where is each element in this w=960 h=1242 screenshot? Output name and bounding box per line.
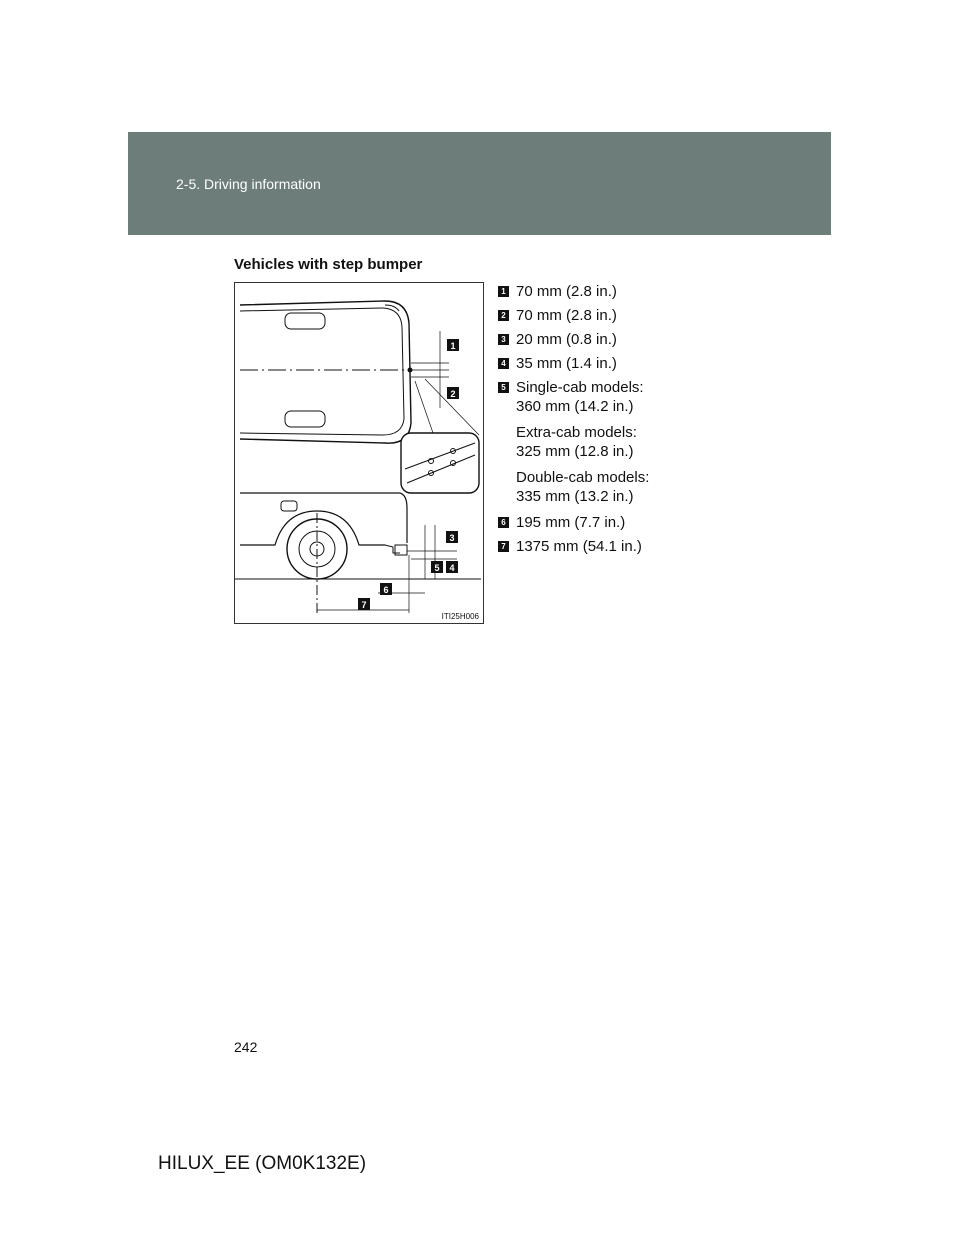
spec-line: Extra-cab models: [516, 424, 637, 441]
spec-line: 325 mm (12.8 in.) [516, 443, 634, 460]
callout-6: 6 [383, 585, 389, 595]
spec-item-4 [498, 354, 718, 373]
spec-line: Single-cab models: [516, 379, 644, 396]
spec-marker-6: 6 [498, 517, 509, 528]
spec-line: 195 mm (7.7 in.) [516, 514, 626, 531]
callout-7: 7 [361, 600, 367, 610]
spec-line: Double-cab models: [516, 469, 650, 486]
spec-marker-1: 1 [498, 286, 509, 297]
subheading: Vehicles with step bumper [234, 256, 423, 273]
spec-marker-2: 2 [498, 310, 509, 321]
spec-marker-7: 7 [498, 541, 509, 552]
callout-5: 5 [434, 563, 440, 573]
spec-line: 70 mm (2.8 in.) [516, 307, 617, 324]
spec-list [498, 282, 718, 561]
figure-code: ITI25H006 [441, 612, 479, 621]
spec-line: 335 mm (13.2 in.) [516, 488, 634, 505]
page-number: 242 [234, 1039, 258, 1055]
callout-2: 2 [450, 389, 456, 399]
spec-line: 20 mm (0.8 in.) [516, 331, 617, 348]
illustration-figure [234, 282, 484, 624]
callout-4: 4 [449, 563, 455, 573]
spec-item-2 [498, 306, 718, 325]
spec-line: 1375 mm (54.1 in.) [516, 538, 642, 555]
spec-item-1 [498, 282, 718, 301]
spec-item-5 [498, 378, 718, 506]
spec-marker-3: 3 [498, 334, 509, 345]
tow-hitch-diagram [235, 283, 483, 623]
section-title: 2-5. Driving information [176, 176, 321, 192]
spec-item-6 [498, 513, 718, 532]
spec-item-3 [498, 330, 718, 349]
spec-line: 360 mm (14.2 in.) [516, 398, 634, 415]
spec-line: 70 mm (2.8 in.) [516, 283, 617, 300]
header-band [128, 132, 831, 235]
spec-marker-5: 5 [498, 382, 509, 393]
callout-1: 1 [450, 341, 456, 351]
callout-3: 3 [449, 533, 455, 543]
spec-item-7 [498, 537, 718, 556]
spec-line: 35 mm (1.4 in.) [516, 355, 617, 372]
document-code: HILUX_EE (OM0K132E) [158, 1153, 367, 1174]
spec-marker-4: 4 [498, 358, 509, 369]
